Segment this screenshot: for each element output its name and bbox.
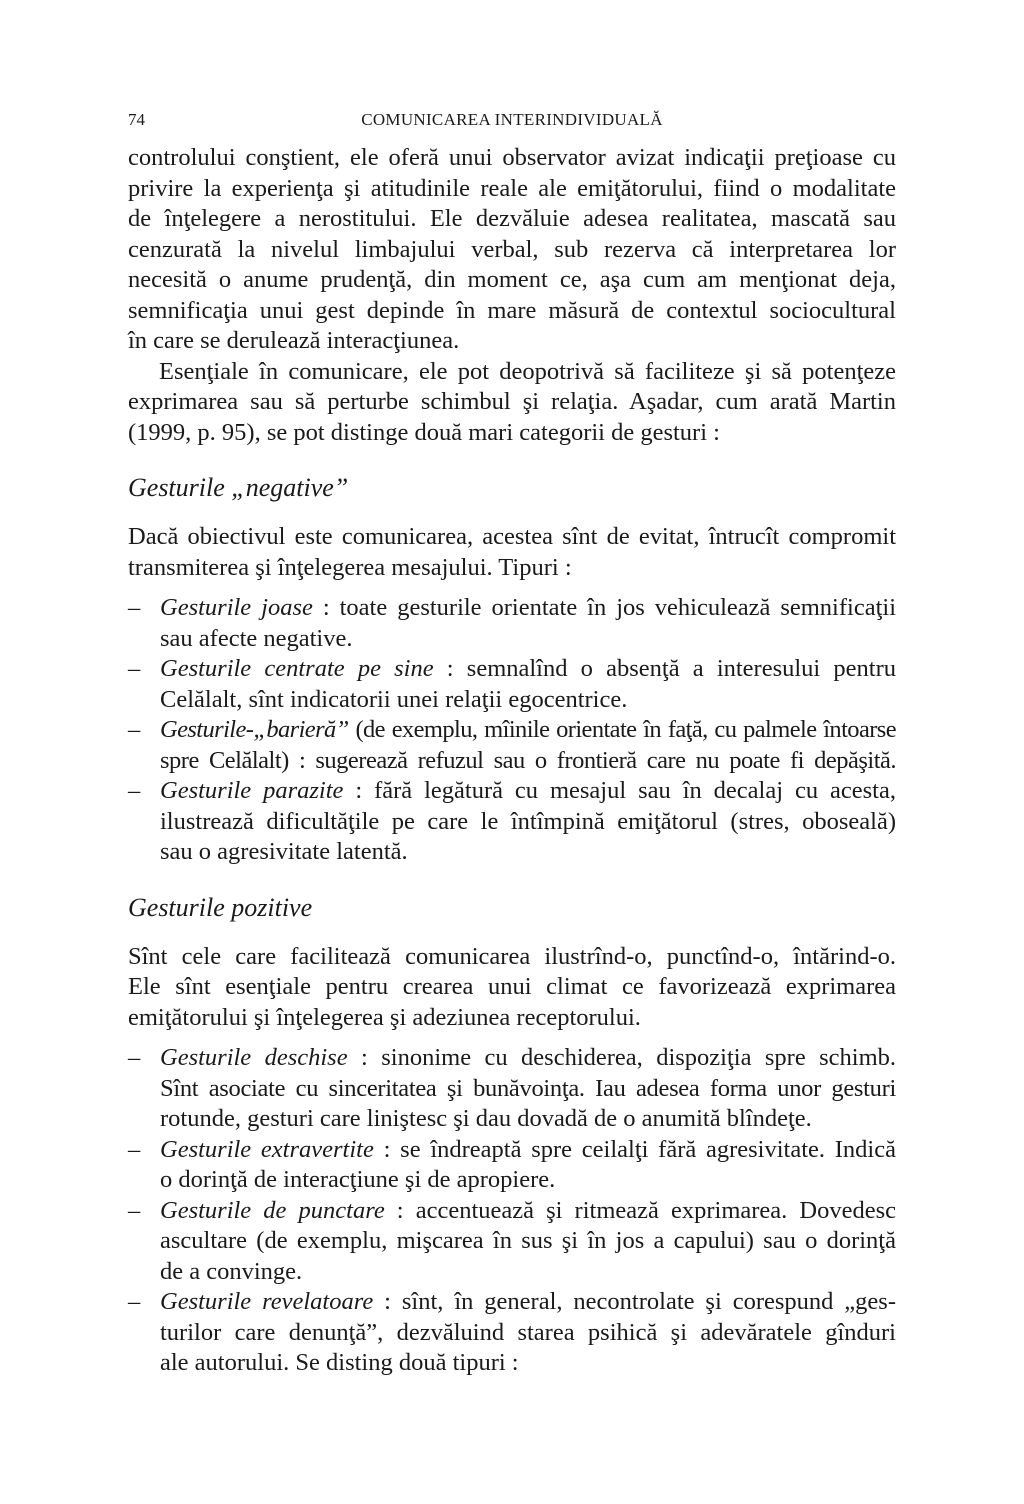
text-line: cenzurată la nivelul limbajului verbal, sub rezerva că interpretarea lor — [128, 235, 896, 263]
definition: : sînt, în general, necontrolate şi corespund „ges- — [373, 1288, 896, 1315]
list-item — [128, 1196, 896, 1288]
text-line: ascultare (de exemplu, mişcarea în sus şi în jos a capului) sau o dorinţă — [160, 1227, 896, 1254]
text-line: controlului conştient, ele oferă unui observator avizat indicaţii preţioase cu — [128, 144, 896, 171]
list-item — [128, 1287, 896, 1379]
text-line: necesită o anume prudenţă, din moment ce, aşa cum am menţionat deja, — [128, 266, 896, 293]
text-line: de a convinge. — [160, 1257, 303, 1285]
term: Gesturile de punctare — [160, 1196, 385, 1224]
positive-intro — [128, 942, 896, 1034]
text-line: ilustrează dificultăţile pe care le întîmpină emiţătorul (stres, oboseală) — [160, 807, 896, 835]
text-line: Sînt cele care facilitează comunicarea ilustrînd-o, punctînd-o, întărind-o. — [128, 942, 896, 970]
list-item — [128, 1135, 896, 1196]
text-line: exprimarea sau să perturbe schimbul şi relaţia. Aşadar, cum arată Martin — [128, 388, 896, 415]
definition: : se îndreaptă spre ceilalţi fără agresivitate. Indică — [373, 1135, 896, 1163]
page-body — [128, 143, 896, 1379]
text-line: transmiterea şi înţelegerea mesajului. Tipuri : — [128, 553, 572, 581]
text-line: de înţelegere a nerostitului. Ele dezvăluie adesea realitatea, mascată sau — [128, 205, 896, 232]
running-header — [128, 110, 896, 134]
list-item — [128, 715, 896, 776]
text-line: Sînt asociate cu sinceritatea şi bunăvoinţa. Iau adesea forma unor gesturi — [160, 1074, 896, 1102]
list-item — [128, 1043, 896, 1135]
term: Gesturile-„barieră” — [160, 716, 349, 743]
text-line: Esenţiale în comunicare, ele pot deopotrivă să faciliteze şi să potenţeze — [159, 357, 896, 385]
list-dash: – — [128, 1288, 141, 1315]
positive-gestures-list — [128, 1043, 896, 1379]
definition: : fără legătură cu mesajul sau în decalaj cu acesta, — [343, 777, 896, 804]
list-item — [128, 776, 896, 868]
text-line: Dacă obiectivul este comunicarea, acestea sînt de evitat, întrucît compromit — [128, 523, 896, 550]
paragraph-continuation — [128, 143, 896, 357]
list-dash: – — [128, 1196, 141, 1224]
text-line: ale autorului. Se disting două tipuri : — [160, 1349, 519, 1376]
definition: (de exemplu, mîinile orientate în faţă, cu palmele întoarse — [348, 716, 896, 743]
term: Gesturile revelatoare — [160, 1288, 374, 1315]
running-title: COMUNICAREA INTERINDIVIDUALĂ — [361, 110, 663, 129]
negative-gestures-list — [128, 593, 896, 868]
section-heading-negative: Gesturile „negative” — [128, 473, 349, 502]
text-line: privire la experienţa şi atitudinile reale ale emiţătorului, fiind o modalitate — [128, 174, 896, 202]
term: Gesturile extravertite — [160, 1135, 374, 1163]
text-line: Ele sînt esenţiale pentru crearea unui climat ce favorizează exprimarea — [128, 973, 896, 1000]
text-line: emiţătorului şi înţelegerea şi adeziunea receptorului. — [128, 1003, 641, 1031]
text-line: o dorinţă de interacţiune şi de apropiere. — [160, 1166, 556, 1193]
text-line: în care se derulează interacţiunea. — [128, 327, 460, 354]
definition: : semnalînd o absenţă a interesului pentru — [433, 655, 897, 682]
definition: : toate gesturile orientate în jos vehiculează semnificaţii — [312, 594, 896, 621]
paragraph-categories — [128, 357, 896, 449]
text-line: sau afecte negative. — [160, 624, 353, 652]
term: Gesturile parazite — [160, 777, 344, 804]
text-line: Celălalt, sînt indicatorii unei relaţii egocentrice. — [160, 685, 628, 713]
negative-intro — [128, 522, 896, 583]
list-dash: – — [128, 716, 141, 743]
list-dash: – — [128, 777, 141, 804]
text-line: turilor care denunţă”, dezvăluind starea psihică şi adevăratele gînduri — [160, 1318, 896, 1346]
definition: : accentuează şi ritmează exprimarea. Dovedesc — [384, 1196, 896, 1224]
page-number: 74 — [128, 110, 145, 129]
term: Gesturile joase — [160, 594, 313, 621]
section-heading-positive: Gesturile pozitive — [128, 892, 313, 922]
list-dash: – — [128, 655, 141, 682]
text-line: spre Celălalt) : sugerează refuzul sau o frontieră care nu poate fi depăşită. — [160, 746, 896, 774]
list-dash: – — [128, 594, 141, 621]
term: Gesturile deschise — [160, 1044, 348, 1071]
list-dash: – — [128, 1135, 141, 1163]
text-line: sau o agresivitate latentă. — [160, 838, 408, 865]
list-dash: – — [128, 1044, 141, 1071]
text-line: rotunde, gesturi care liniştesc şi dau dovadă de o anumită blîndeţe. — [160, 1105, 812, 1132]
text-line: (1999, p. 95), se pot distinge două mari categorii de gesturi : — [128, 418, 720, 446]
term: Gesturile centrate pe sine — [160, 655, 434, 682]
list-item — [128, 654, 896, 715]
list-item — [128, 593, 896, 654]
definition: : sinonime cu deschiderea, dispoziţia spre schimb. — [347, 1044, 897, 1071]
text-line: semnificaţia unui gest depinde în mare măsură de contextul sociocultural — [128, 296, 896, 324]
